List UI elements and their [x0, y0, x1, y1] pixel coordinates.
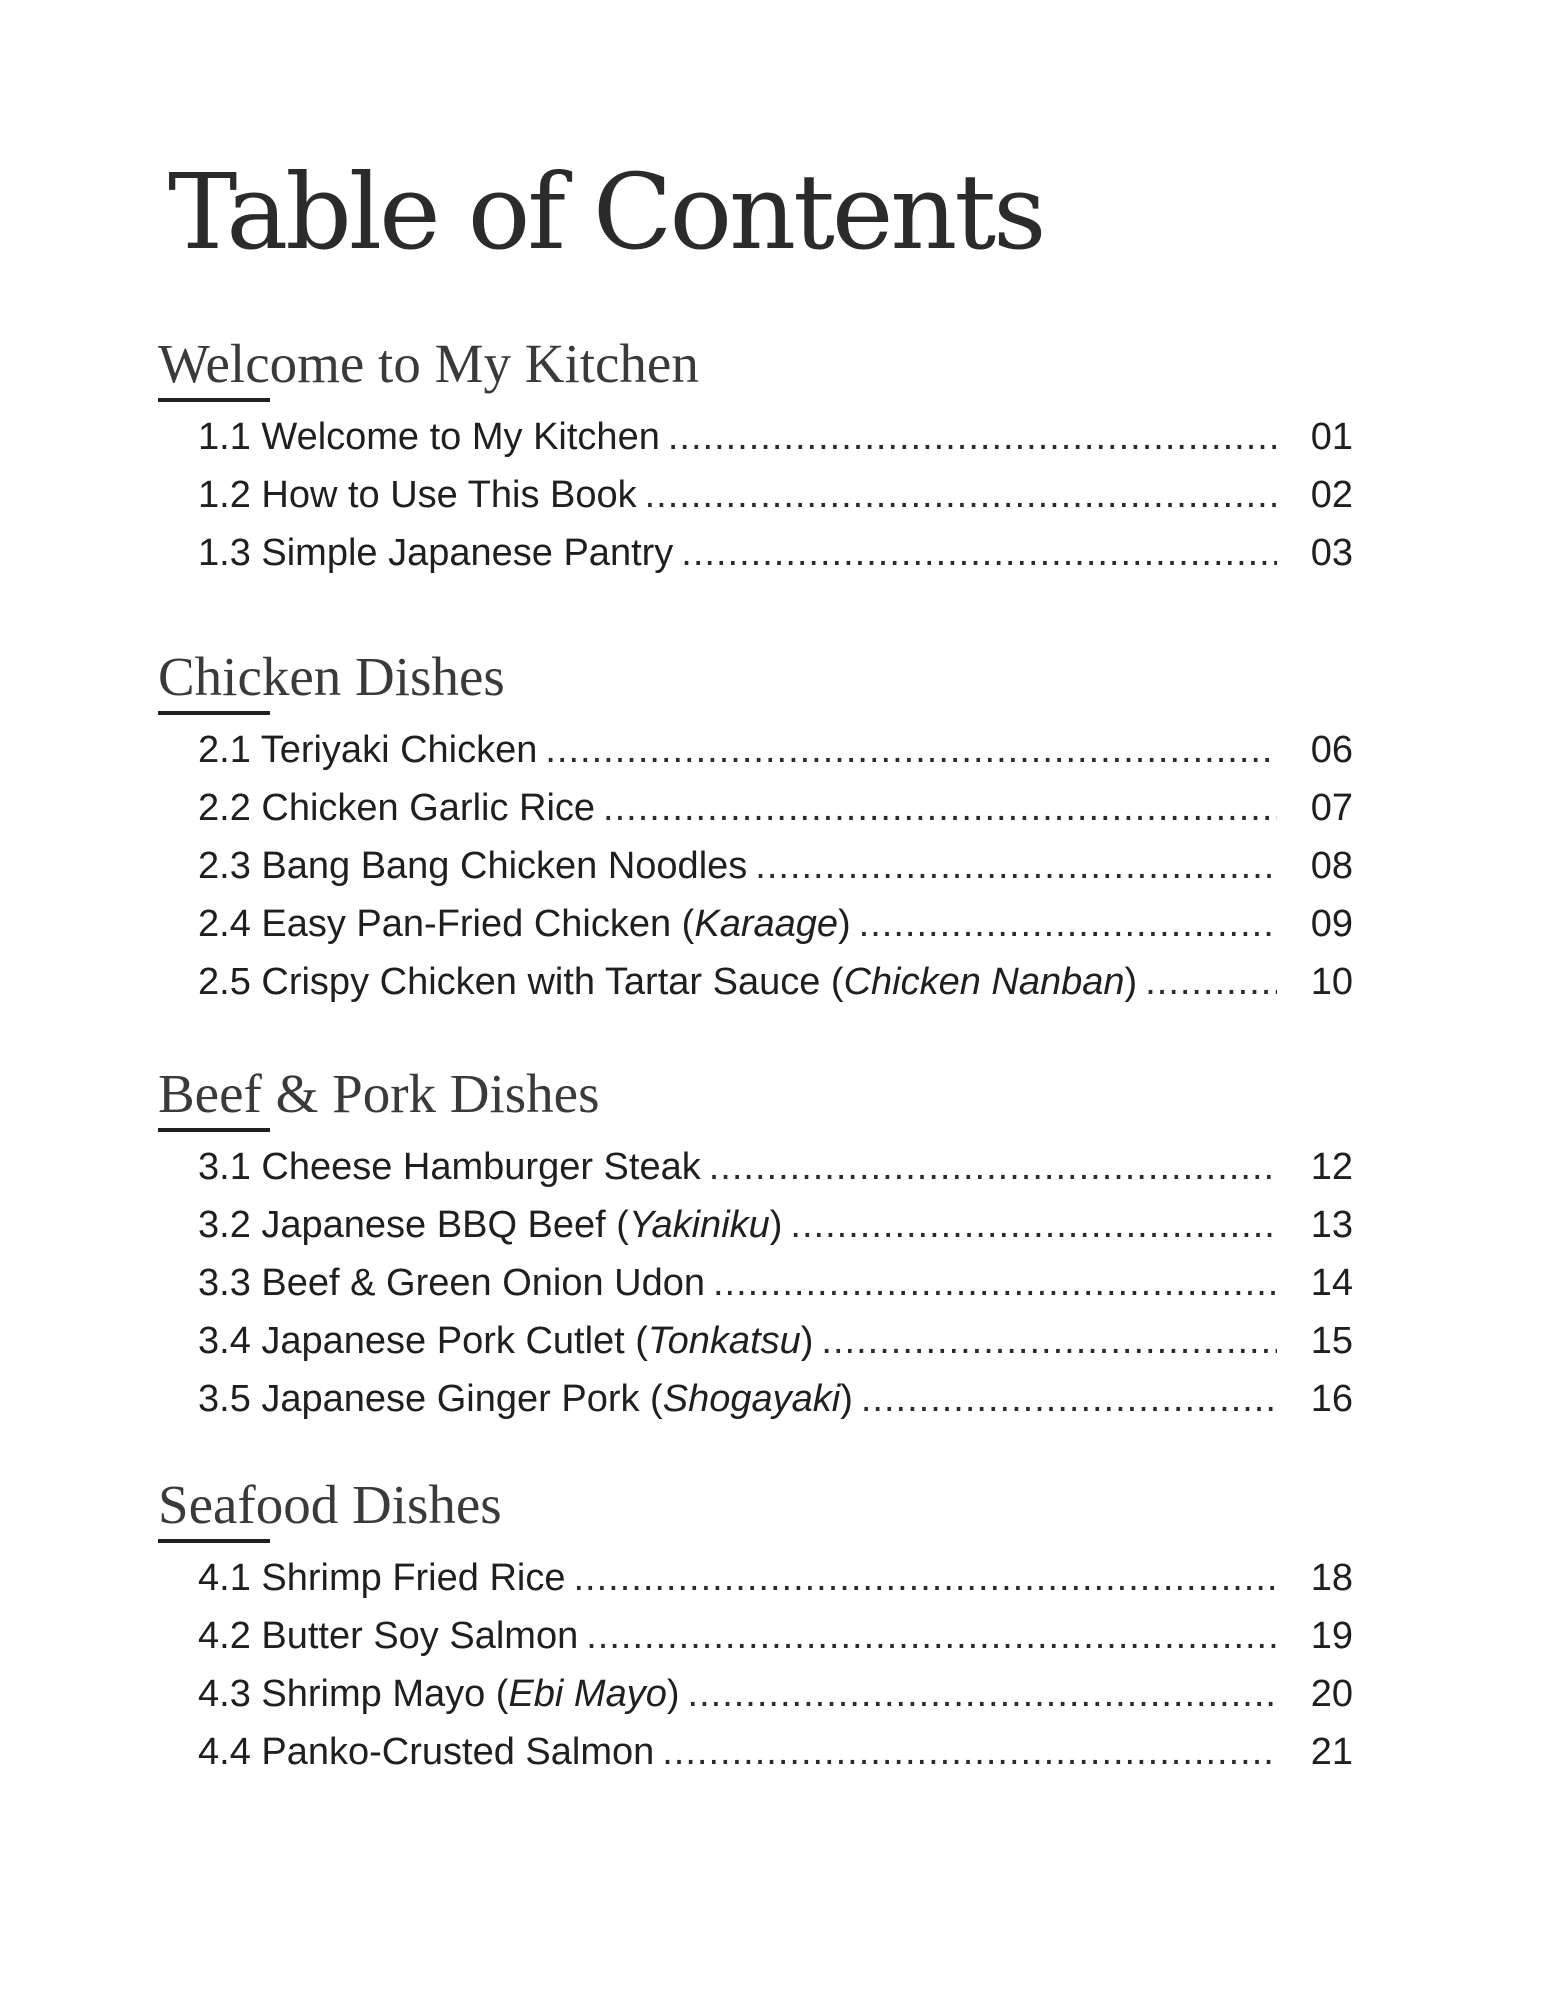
entry-page-number: 20: [1310, 1673, 1353, 1715]
heading-underline: [158, 1539, 270, 1543]
entry-number: 3.4: [198, 1320, 251, 1362]
entry-page-number: 21: [1310, 1731, 1353, 1773]
entry-number: 2.4: [198, 903, 251, 945]
entry-text: Chicken Garlic Rice: [261, 787, 596, 829]
section-heading: [154, 645, 1354, 709]
entry-list: [154, 416, 1354, 590]
dot-leader: [603, 787, 1277, 830]
dot-leader: [755, 845, 1277, 888]
entry-alt-name-text: Yakiniku: [628, 1204, 770, 1246]
entry-label: [154, 903, 851, 946]
toc-entry[interactable]: [154, 961, 1354, 1019]
entry-number: 3.1: [198, 1146, 251, 1188]
entry-label: [154, 416, 660, 459]
section-heading: [154, 1473, 1354, 1537]
entry-page-number: 02: [1310, 474, 1353, 516]
entry-alt-name: (Ebi Mayo): [485, 1673, 680, 1715]
toc-entry[interactable]: [154, 416, 1354, 474]
entry-number: 2.2: [198, 787, 251, 829]
toc-entry[interactable]: [154, 1557, 1354, 1615]
entry-text: How to Use This Book: [261, 474, 637, 516]
entry-text: Japanese Pork Cutlet: [261, 1320, 625, 1362]
toc-entry[interactable]: [154, 474, 1354, 532]
entry-label: [154, 845, 747, 888]
entry-number: 4.1: [198, 1557, 251, 1599]
entry-text: Bang Bang Chicken Noodles: [261, 845, 748, 887]
entry-label: [154, 1320, 813, 1363]
entry-page-number: 03: [1310, 532, 1353, 574]
entry-alt-name: (Chicken Nanban): [820, 961, 1138, 1003]
entry-alt-name-text: Shogayaki: [662, 1378, 841, 1420]
entry-alt-name: (Karaage): [671, 903, 851, 945]
entry-number: 3.3: [198, 1262, 251, 1304]
entry-number: 2.1: [198, 729, 251, 771]
entry-text: Welcome to My Kitchen: [261, 416, 660, 458]
section-heading-text: Seafood Dishes: [158, 1474, 502, 1535]
entry-number: 2.5: [198, 961, 251, 1003]
entry-alt-name-text: Karaage: [694, 903, 839, 945]
entry-text: Cheese Hamburger Steak: [261, 1146, 701, 1188]
entry-alt-name-text: Tonkatsu: [647, 1320, 801, 1362]
entry-label: [154, 1262, 705, 1305]
entry-text: Panko-Crusted Salmon: [261, 1731, 655, 1773]
entry-text: Beef & Green Onion Udon: [261, 1262, 705, 1304]
dot-leader: [681, 532, 1277, 575]
section-heading: [154, 332, 1354, 396]
entry-page-number: 09: [1310, 903, 1353, 945]
dot-leader: [821, 1320, 1277, 1363]
entry-label: [154, 1204, 782, 1247]
entry-page-number: 16: [1310, 1378, 1353, 1420]
entry-list: [154, 1146, 1354, 1436]
entry-page-number: 14: [1310, 1262, 1353, 1304]
entry-number: 4.2: [198, 1615, 251, 1657]
toc-entry[interactable]: [154, 729, 1354, 787]
entry-page-number: 07: [1310, 787, 1353, 829]
entry-alt-name: (Tonkatsu): [624, 1320, 814, 1362]
entry-label: [154, 532, 673, 575]
entry-label: [154, 474, 637, 517]
toc-entry[interactable]: [154, 1320, 1354, 1378]
dot-leader: [545, 729, 1277, 772]
section-chicken: [154, 645, 1354, 1019]
entry-number: 3.5: [198, 1378, 251, 1420]
heading-underline: [158, 711, 270, 715]
entry-number: 1.2: [198, 474, 251, 516]
entry-text: Easy Pan-Fried Chicken: [261, 903, 672, 945]
section-heading-text: Chicken Dishes: [158, 646, 505, 707]
heading-underline: [158, 1128, 270, 1132]
dot-leader: [668, 416, 1277, 459]
toc-entry[interactable]: [154, 845, 1354, 903]
entry-label: [154, 729, 537, 772]
entry-label: [154, 787, 595, 830]
entry-page-number: 12: [1310, 1146, 1353, 1188]
entry-text: Japanese Ginger Pork: [261, 1378, 640, 1420]
entry-label: [154, 1146, 701, 1189]
entry-page-number: 13: [1310, 1204, 1353, 1246]
entry-alt-name: (Shogayaki): [639, 1378, 853, 1420]
entry-number: 4.4: [198, 1731, 251, 1773]
entry-number: 1.1: [198, 416, 251, 458]
section-seafood: [154, 1473, 1354, 1789]
toc-entry[interactable]: [154, 1378, 1354, 1436]
toc-entry[interactable]: [154, 1146, 1354, 1204]
section-heading-text: Welcome to My Kitchen: [158, 333, 699, 394]
entry-page-number: 10: [1310, 961, 1353, 1003]
entry-page-number: 06: [1310, 729, 1353, 771]
dot-leader: [662, 1731, 1277, 1774]
dot-leader: [709, 1146, 1277, 1189]
dot-leader: [859, 903, 1277, 946]
entry-alt-name-text: Chicken Nanban: [843, 961, 1125, 1003]
section-welcome: [154, 332, 1354, 590]
dot-leader: [645, 474, 1277, 517]
entry-number: 4.3: [198, 1673, 251, 1715]
entry-page-number: 08: [1310, 845, 1353, 887]
section-heading-text: Beef & Pork Dishes: [158, 1063, 600, 1124]
entry-text: Teriyaki Chicken: [260, 729, 538, 771]
section-beef-pork: [154, 1062, 1354, 1436]
entry-label: [154, 961, 1137, 1004]
entry-alt-name: (Yakiniku): [605, 1204, 783, 1246]
entry-number: 2.3: [198, 845, 251, 887]
entry-text: Japanese BBQ Beef: [261, 1204, 606, 1246]
entry-label: [154, 1731, 654, 1774]
entry-label: [154, 1615, 578, 1658]
toc-entry[interactable]: [154, 1262, 1354, 1320]
entry-label: [154, 1378, 853, 1421]
dot-leader: [713, 1262, 1277, 1305]
dot-leader: [688, 1673, 1277, 1716]
heading-underline: [158, 398, 270, 402]
entry-text: Simple Japanese Pantry: [261, 532, 674, 574]
dot-leader: [1145, 961, 1277, 1004]
entry-text: Crispy Chicken with Tartar Sauce: [261, 961, 821, 1003]
dot-leader: [861, 1378, 1277, 1421]
toc-entry[interactable]: [154, 1615, 1354, 1673]
toc-entry[interactable]: [154, 1673, 1354, 1731]
toc-entry[interactable]: [154, 532, 1354, 590]
entry-page-number: 01: [1310, 416, 1353, 458]
entry-page-number: 15: [1310, 1320, 1353, 1362]
dot-leader: [573, 1557, 1277, 1600]
entry-list: [154, 1557, 1354, 1789]
entry-page-number: 19: [1310, 1615, 1353, 1657]
toc-entry[interactable]: [154, 903, 1354, 961]
entry-text: Shrimp Mayo: [261, 1673, 486, 1715]
entry-label: [154, 1673, 680, 1716]
entry-page-number: 18: [1310, 1557, 1353, 1599]
dot-leader: [790, 1204, 1277, 1247]
toc-entry[interactable]: [154, 787, 1354, 845]
entry-number: 1.3: [198, 532, 251, 574]
toc-entry[interactable]: [154, 1731, 1354, 1789]
entry-alt-name-text: Ebi Mayo: [508, 1673, 667, 1715]
entry-list: [154, 729, 1354, 1019]
dot-leader: [586, 1615, 1277, 1658]
entry-number: 3.2: [198, 1204, 251, 1246]
page-title: Table of Contents: [168, 151, 1044, 273]
toc-entry[interactable]: [154, 1204, 1354, 1262]
entry-text: Butter Soy Salmon: [261, 1615, 579, 1657]
section-heading: [154, 1062, 1354, 1126]
entry-label: [154, 1557, 565, 1600]
entry-text: Shrimp Fried Rice: [261, 1557, 566, 1599]
